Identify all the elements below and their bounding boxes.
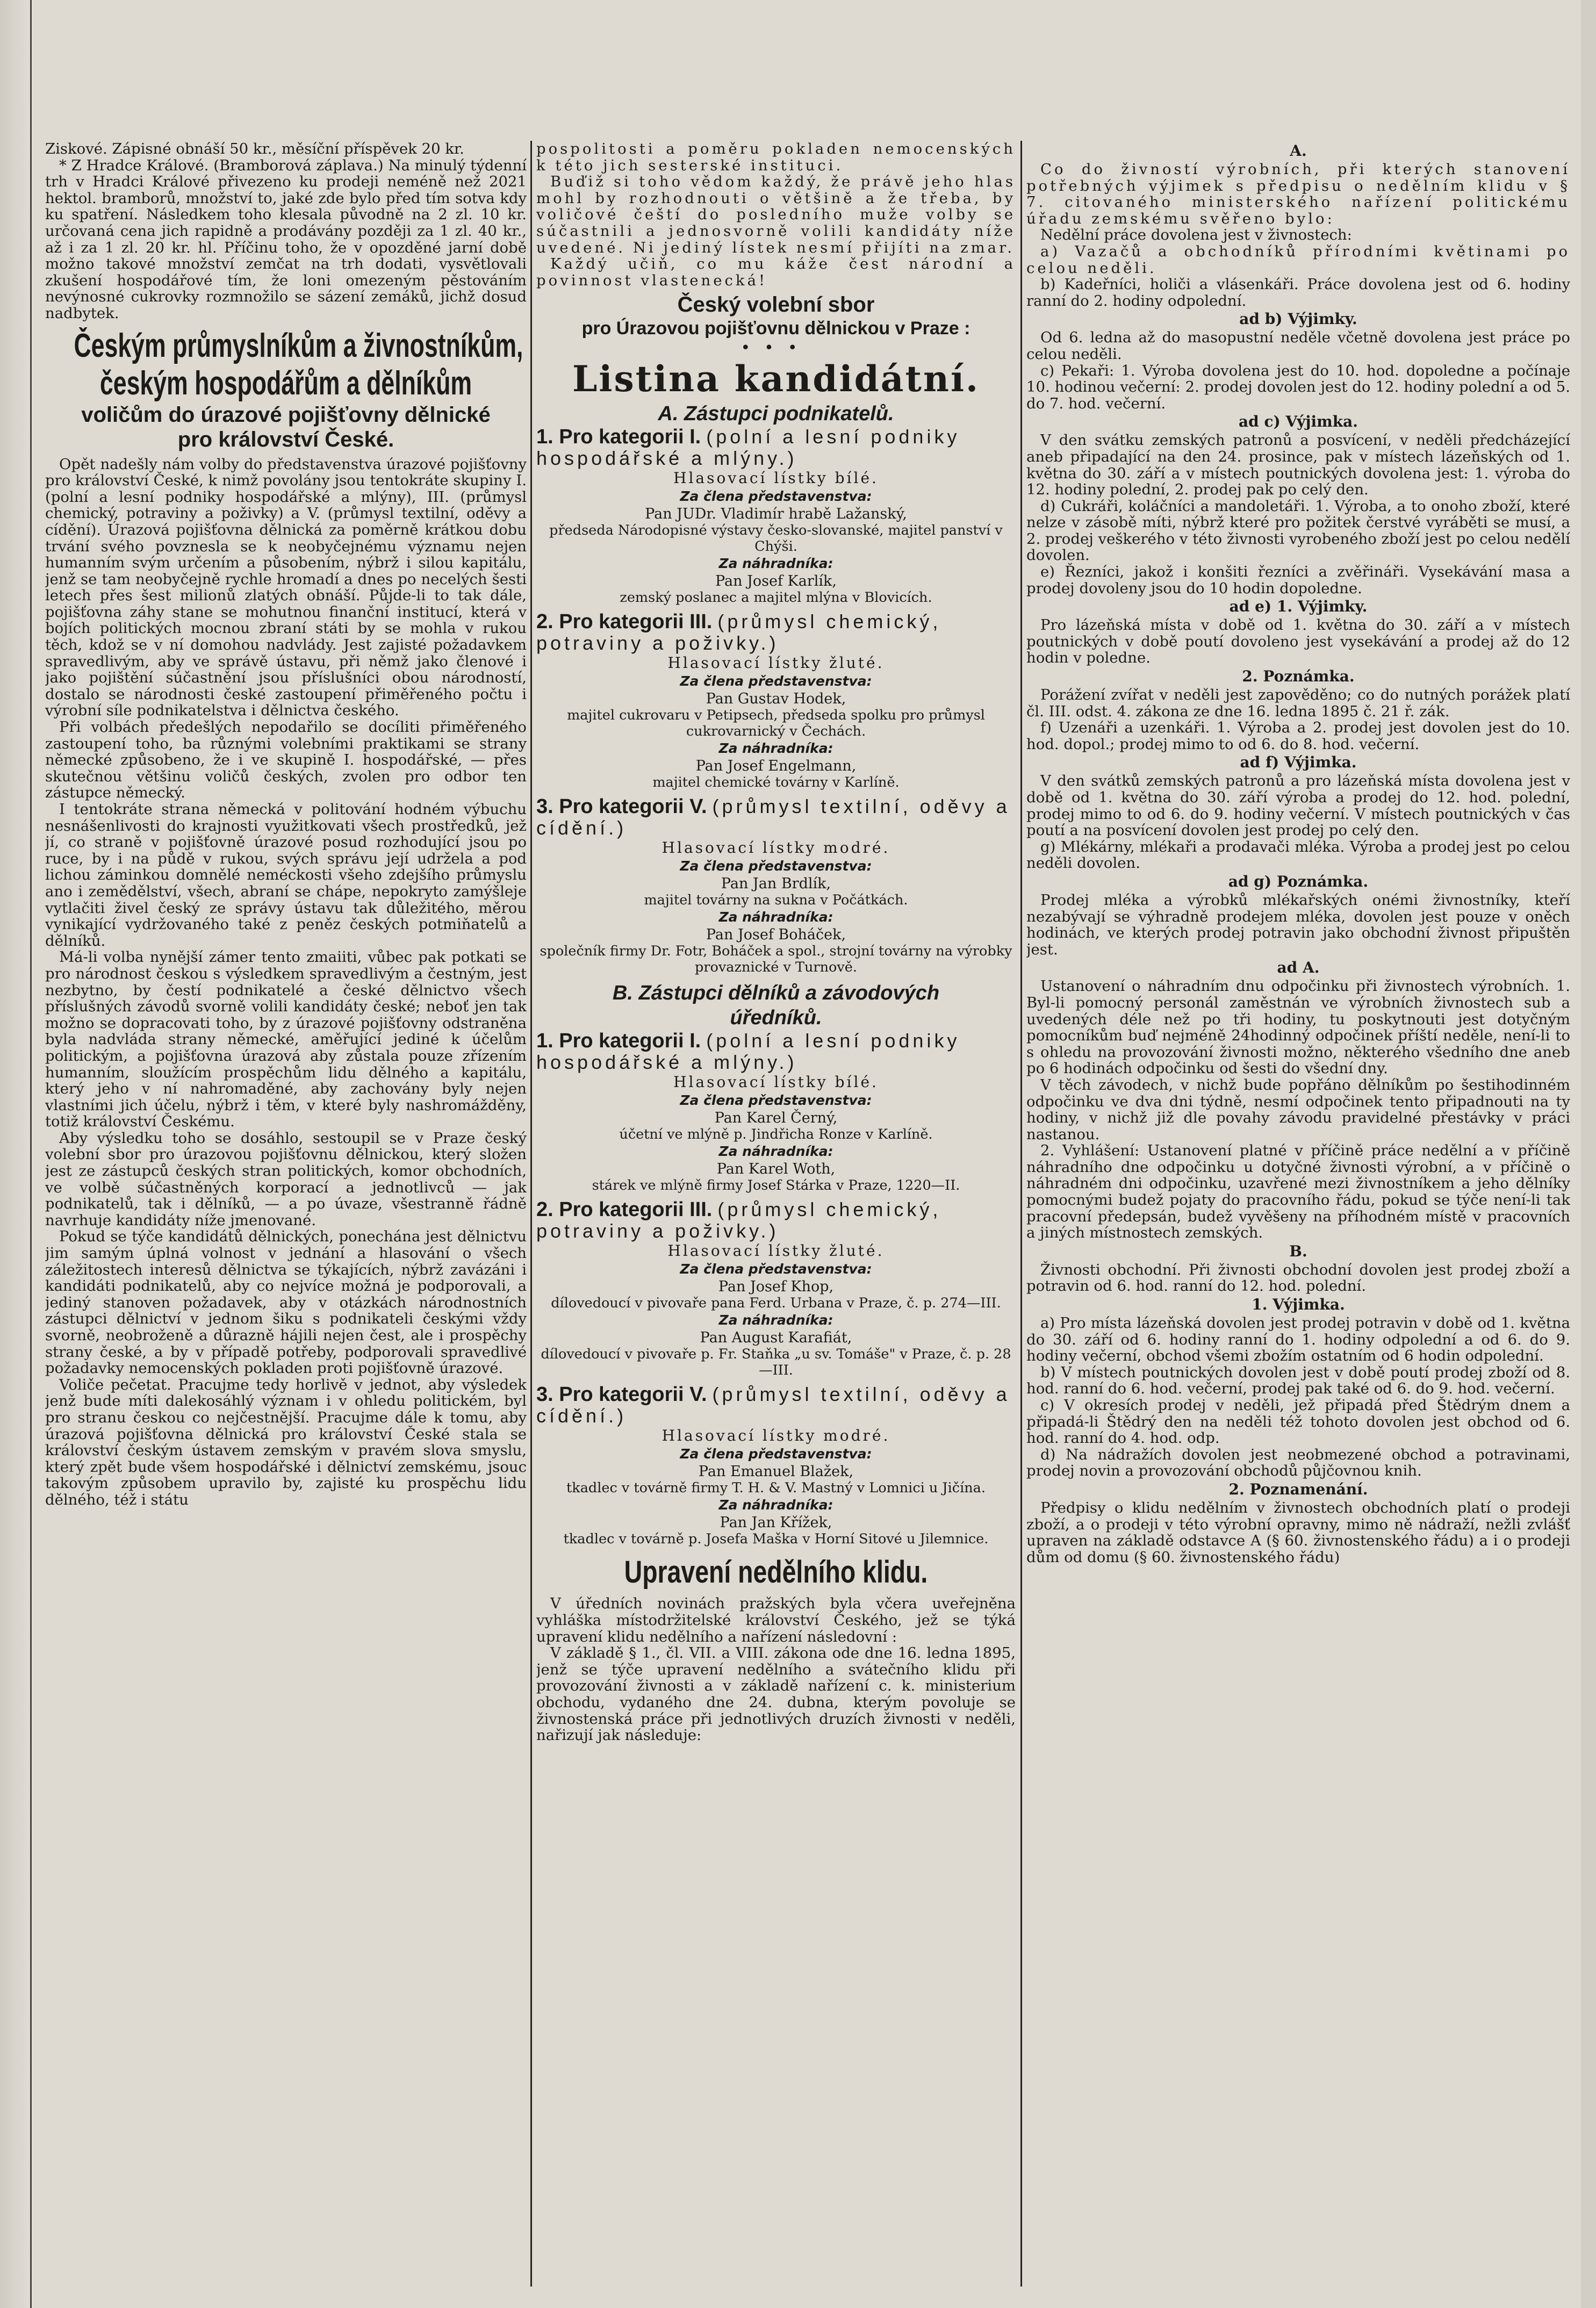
article-text: * Z Hradce Králové. (Bramborová záplava.) Na minulý týdenní trh v Hradci Králové přivezeno ku prodeji neméně než 2021 hektol. bramborů, množství to, jaké zde bylo před tím sotva kdy ku spatření. Následkem toho klesala původně na 2 zl. 10 kr. určovaná cena jich rapidně a prodávány později za 1 zl. 40 kr., až i za 1 zl. 20 kr. hl. Příčinu toho, že v opozděné jarní době možno takové množství zemčat na trh dodati, vysvětlovali zkušení hospodářové tím, že loni omezeným pěstováním nevýnosné cukrovky rozmnožilo se sázení zemáků, jichž dosud nadbytek. bbox=[45, 156, 527, 322]
ballot-color: Hlasovací lístky žluté. bbox=[667, 1242, 885, 1260]
article-text: Při volbách předešlých nepodařilo se docíliti přiměřeného zastoupení toho, ba různými volebními praktikami se strany německé způsobeno, že i ve skupině I. hospodářské, — přes skutečnou většinu voličů českých, zvolen pro odbor ten zástupce německý. bbox=[45, 718, 527, 802]
category-label: 2. Pro kategorii III. bbox=[536, 610, 713, 634]
article-text: Od 6. ledna až do masopustní neděle včetně dovolena jest práce po celou neděli. bbox=[1026, 329, 1570, 363]
candidate-desc: dílovedoucí v pivovaře p. Fr. Staňka „u sv. Tomáše" v Praze, č. p. 28—III. bbox=[541, 1346, 1011, 1379]
subsection-heading: ad e) 1. Výjimky. bbox=[1229, 598, 1368, 616]
category-desc: (polní a lesní podniky hospodářské a mlýny.) bbox=[536, 1030, 960, 1074]
role-member: Za člena představenstva: bbox=[680, 1092, 872, 1109]
candidate-name: Pan Karel Woth, bbox=[716, 1161, 836, 1178]
section-workers-2: úředníků. bbox=[730, 1006, 822, 1030]
candidate-name: Pan Josef Engelmann, bbox=[695, 758, 857, 775]
category-heading bbox=[536, 1030, 1016, 1073]
role-member: Za člena představenstva: bbox=[680, 1446, 872, 1462]
article-text: Opět nadešly nám volby do představenstva úrazové pojišťovny pro království České, k nimž povolány jsou tentokráte skupiny I. (polní a lesní podniky hospodářské a mlýny), III. (průmysl chemický, potraviny a poživky) a V. (průmysl textilní, oděvy a cídění). Úrazová pojišťovna dělnická za poměrně krátkou dobu trvání svého povznesla se k neobyčejnému významu nejen humanním svým určením a působením, nýbrž i silou kapitálu, jenž se tam neobyčejně rychle hromadí a dnes po necelých šesti letech přes šest milionů zlatých obnáší. Půjde-li to tak dále, pojišťovna záhy stane se mohutnou finanční institucí, která v bojích politických mocnou zbraní státi by se mohla v rukou těch, kdož se v ní domohou nadvlády. Jest zajisté požadavkem spravedlivým, aby ve správě ústavu, při němž jako členové i jako pojištění súčastnění jsou příslušníci obou národností, dostalo se národnosti české zastoupení přiměřeného počtu i výrobní síle podnikatelstva i dělnictva českého. bbox=[45, 455, 527, 720]
article-text: I tentokráte strana německá v politování hodném výbuchu nesnášenlivosti do krajnosti využitkovati všech prostředků, jež jí, co straně v pojišťovně úrazové posud rozhodující jsou po ruce, by i na půdě v rukou, svých správu její udržela a pod lichou záminkou domnělé neméckosti všeho zdejšího průmyslu ano i zemědělství, všech, abraní se chápe, nepokryto zamýšleje vytlačiti živel český ze správy ústavu tak důležitého, měrou vynikající vydržovaného také z peněz českých potmiňatelů a dělníků. bbox=[45, 801, 527, 950]
section-heading: B. bbox=[1289, 1242, 1307, 1260]
candidate-name: Pan Jan Křížek, bbox=[720, 1514, 832, 1532]
article-text: f) Uzenáři a uzenkáři. 1. Výroba a 2. prodej jest dovolen jest do 10. hod. dopol.; prodej mimo to od 6. do 8. hod. večerní. bbox=[1026, 719, 1570, 753]
article-text: d) Cukráři, koláčníci a mandoletáři. 1. Výroba, a to onoho zboží, které nelze v zásobě míti, nýbrž které pro požitek čerstvé vyráběti se musí, a 2. prodej veškerého v této živnosti vyrobeného zboží jest po celou nedělí dovolen. bbox=[1026, 497, 1570, 564]
article-text: c) V okresích prodej v neděli, jež připadá před Štědrým dnem a připadá-li Štědrý den na neděli též tohoto dovolen jest obchod od 6. hod. ranní do 4. hod. odp. bbox=[1026, 1397, 1570, 1447]
page-right-margin bbox=[1581, 0, 1596, 2308]
committee-subheading: pro Úrazovou pojišťovnu dělnickou v Praze : bbox=[581, 318, 970, 339]
role-substitute: Za náhradníka: bbox=[718, 909, 833, 925]
role-member: Za člena představenstva: bbox=[680, 858, 872, 874]
article-text: Nedělní práce dovolena jest v živnostech: bbox=[1040, 226, 1352, 244]
ballot-color: Hlasovací lístky bílé. bbox=[673, 469, 879, 487]
candidate-name: Pan Emanuel Blažek, bbox=[698, 1463, 854, 1480]
candidate-desc: majitel cukrovaru v Petipsech, předseda spolku pro průmysl cukrovarnický v Čechách. bbox=[567, 707, 985, 740]
article-text: 2. Vyhlášení: Ustanovení platné v příčině práce nedělní a v příčině náhradního dne odpočinku u dotyčné živnosti výrobní, a v příčině o náhradném dni odpočinku, uzavřené mezi živnostníkem a jeho dělníky pomocnými budež pojaty do pracovního řádu, pokud se týče není-li tak pracovní předepsán, budež vyvěšeny na příhodném místě v pracovních a jiných místnostech zemských. bbox=[1026, 1142, 1570, 1242]
article-text: V základě § 1., čl. VII. a VIII. zákona ode dne 16. ledna 1895, jenž se týče upravení nedělního a svátečního klidu při provozování živnosti a v základě nařízení c. k. ministerium obchodu, vydaného dne 24. dubna, kterým povoluje se živnostenská práce při jednotlivých druzích živnosti v neděli, nařizují jak následuje: bbox=[536, 1644, 1016, 1744]
section-employers: A. Zástupci podnikatelů. bbox=[658, 402, 894, 426]
committee-heading: Český volební sbor bbox=[677, 293, 875, 317]
category-desc: (průmysl chemický, potraviny a poživky.) bbox=[536, 1198, 941, 1242]
appeal-headline-1: Českým průmyslníkům a živnostníkům, bbox=[74, 327, 523, 364]
candidate-desc: tkadlec v továrně p. Josefa Maška v Horní Sitové u Jilemnice. bbox=[563, 1531, 989, 1548]
ballot-color: Hlasovací lístky žluté. bbox=[667, 654, 885, 672]
category-label: 3. Pro kategorii V. bbox=[536, 795, 707, 818]
candidate-name: Pan Gustav Hodek, bbox=[706, 691, 846, 708]
column-3 bbox=[1026, 141, 1570, 2287]
category-label: 1. Pro kategorii I. bbox=[536, 1030, 701, 1053]
article-text: pospolitosti a poměru pokladen nemocenských k této jich sesterské instituci. bbox=[536, 141, 1016, 174]
category-label: 3. Pro kategorii V. bbox=[536, 1383, 707, 1406]
category-heading bbox=[536, 796, 1016, 839]
category-desc: (průmysl textilní, oděvy a cídění.) bbox=[536, 795, 1010, 839]
page-fold-shadow bbox=[0, 0, 33, 2308]
ballot-color: Hlasovací lístky modré. bbox=[662, 1427, 890, 1445]
column-2 bbox=[536, 141, 1016, 2287]
article-text: Každý učiň, co mu káže čest národní a povinnost vlastenecká! bbox=[536, 255, 1016, 289]
article-text: d) Na nádražích dovolen jest neobmezené obchod a potravinami, prodej novin a provozování obchodů půjčovnou knih. bbox=[1026, 1446, 1570, 1480]
role-substitute: Za náhradníka: bbox=[718, 1144, 833, 1160]
appeal-subheadline-2: pro království České. bbox=[177, 427, 394, 451]
article-text: Buďiž si toho vědom každý, že právě jeho hlas mohl by rozhodnouti o většině a že třeba, by voličové čeští do posledního muže volby se súčastnili a jednosvorně volili kandidáty níže uvedené. Ni jediný lístek nesmí přijíti na zmar. bbox=[536, 173, 1016, 256]
article-text: Aby výsledku toho se dosáhlo, sestoupil se v Praze český volební sbor pro úrazovou pojišťovnu dělnickou, který složen jest ze zástupců českých stran politických, komor obchodních, ve volbě súčastněných korporací a jednotlivců — jak podnikatelů, tak i dělníků, — a po úvaze, všestranně řádně navrhuje kandidáty níže jmenované. bbox=[45, 1129, 527, 1229]
section-heading: A. bbox=[1290, 142, 1307, 160]
role-substitute: Za náhradníka: bbox=[718, 740, 833, 757]
candidate-name: Pan Karel Černý, bbox=[714, 1110, 838, 1127]
role-substitute: Za náhradníka: bbox=[718, 1497, 833, 1513]
article-text: Voliče pečetat. Pracujme tedy horlivě v jednot, aby výsledek jenž bude míti dalekosáhlý význam i v ohledu politickém, byl pro stranu českou co nejčestnější. Pracujme dále k tomu, aby úrazová pojišťovna dělnická pro království České stala se království českým ústavem zemským v pravém slova smyslu, který zpět bude všem hospodářské i dělnictví zemskému, jsouc takovým způsobem upravilo by, zajisté ku prospěchu lidu dělného, též i státu bbox=[45, 1376, 527, 1508]
candidate-name: Pan Jan Brdlík, bbox=[721, 875, 831, 893]
candidate-name: Pan JUDr. Vladimír hrabě Lažanský, bbox=[645, 506, 907, 523]
ornament: ••• bbox=[741, 339, 811, 358]
candidate-list-title: Listina kandidátní. bbox=[572, 358, 980, 400]
appeal-headline-2: českým hospodářům a dělníkům bbox=[99, 364, 472, 402]
article-text: V těch závodech, v nichž bude popřáno dělníkům po šestihodinném odpočinku ve dva dni týdně, nesmí odpočinek tento připadnouti na ty hodiny, v nichž již dle povahy závodu pravidelné přestávky v práci nastanou. bbox=[1026, 1076, 1570, 1143]
candidate-name: Pan Josef Karlík, bbox=[715, 573, 837, 590]
category-label: 1. Pro kategorii I. bbox=[536, 426, 701, 449]
article-text: Předpisy o klidu nedělním v živnostech obchodních platí o prodeji zboží, a o prodeji v této výrobní opravny, mimo ně nádraží, nežli zvlášť upraven na základě odstavce A (§ 60. živnostenského řádu) a i o prodeji dům od domu (§ 60. živnostenského řádu) bbox=[1026, 1499, 1570, 1566]
category-heading bbox=[536, 426, 1016, 469]
article-text: Živnosti obchodní. Při živnosti obchodní dovolen jest prodej zboží a potravin od 6. hod. ranní do 12. hod. polední. bbox=[1026, 1261, 1570, 1295]
article-text: b) Kadeřníci, holiči a vlásenkáři. Práce dovolena jest od 6. hodiny ranní do 2. hodiny odpolední. bbox=[1026, 276, 1570, 310]
article-text: Porážení zvířat v neděli jest zapověděno; co do nutných porážek platí čl. III. odst. 4. zákona ze dne 16. ledna 1895 č. 21 ř. zák. bbox=[1026, 686, 1570, 720]
column-rule-2 bbox=[1020, 141, 1022, 2287]
article-text: Pokud se týče kandidátů dělnických, ponechána jest dělnictvu jim samým úplná volnost v jednání a hlasování o všech záležitostech interesů dělnictva se týkajících, nýbrž zavázáni i kandidáti podnikatelů, aby co nejvíce možná je podporovali, a jediný stanoven požadavek, aby v otázkách národnostních zástupci dělnictví v jednom šiku s podnikateli českými vždy svorně, neobroženě a důrazně hájili nejen čest, ale i prospěchy strany české, a by v případě potřeby, podporovali spravedlivé požadavky nemocenských pokladen proti pojišťovně úrazové. bbox=[45, 1228, 527, 1377]
subsection-heading: ad b) Výjimky. bbox=[1239, 310, 1357, 328]
candidate-desc: majitel chemické továrny v Karlíně. bbox=[652, 774, 900, 791]
category-desc: (průmysl textilní, oděvy a cídění.) bbox=[536, 1383, 1010, 1427]
article-text: a) Pro místa lázeňská dovolen jest prodej potravin v době od 1. května do 30. září od 6. hodiny ranní do 1. hodiny odpolední a od 6. do 9. hodiny večerní, obchod všemi zbožím ostatním od 6 hodin odpolední. bbox=[1026, 1314, 1570, 1365]
article-text: Ustanovení o náhradním dnu odpočinku při živnostech výrobních. 1. Byl-li pomocný personál zaměstnán ve výrobních živnostech sub a uvedených déle než po tři hodiny, tu poskytnouti jest dotyčným pomocníkům buď nejméně 24hodinný odpočinek příští neděle, není-li to s ohledu na provozování živnosti možno, některého všedního dne aneb po 6 hodinách odpočinku od šesti do všední dny. bbox=[1026, 977, 1570, 1077]
subsection-heading: ad g) Poznámka. bbox=[1228, 872, 1369, 890]
role-member: Za člena představenstva: bbox=[680, 1261, 872, 1277]
subsection-heading: ad c) Výjimka. bbox=[1238, 413, 1358, 431]
ballot-color: Hlasovací lístky bílé. bbox=[673, 1073, 879, 1091]
article-text: Co do živností výrobních, při kterých stanovení potřebných výjimek s předpisu o nedělním klidu v § 7. citovaného ministerského nařízení politickému úřadu zemskému svěřeno bylo: bbox=[1026, 161, 1570, 227]
ballot-color: Hlasovací lístky modré. bbox=[662, 839, 890, 857]
section-workers: B. Zástupci dělníků a závodových bbox=[612, 982, 940, 1005]
article-text: b) V místech poutnických dovolen jest v době poutí prodej zboží od 8. hod. ranní do 6. hod. večerní, prodej pak také od 6. do 9. hod. večerní. bbox=[1026, 1363, 1570, 1398]
candidate-desc: dílovedoucí v pivovaře pana Ferd. Urbana v Praze, č. p. 274—III. bbox=[551, 1295, 1001, 1312]
page-gutter-line bbox=[30, 0, 32, 2308]
subsection-heading: ad f) Výjimka. bbox=[1240, 753, 1357, 772]
category-heading bbox=[536, 611, 1016, 654]
category-label: 2. Pro kategorii III. bbox=[536, 1198, 713, 1221]
appeal-subheadline-1: voličům do úrazové pojišťovny dělnické bbox=[81, 402, 491, 427]
candidate-desc: společník firmy Dr. Fotr, Boháček a spol., strojní továrny na výrobky provaznické v Turnově. bbox=[540, 943, 1012, 976]
article-text: e) Řezníci, jakož i konšiti řezníci a zvěřináři. Vysekávání masa a prodej dovoleny jsou do 10 hodin dopoledne. bbox=[1026, 563, 1570, 597]
column-1 bbox=[45, 141, 527, 2287]
candidate-desc: účetní ve mlýně p. Jindřicha Ronze v Karlíně. bbox=[619, 1126, 933, 1143]
category-desc: (polní a lesní podniky hospodářské a mlýny.) bbox=[536, 426, 960, 470]
sunday-rest-headline: Upravení nedělního klidu. bbox=[624, 1555, 928, 1590]
column-rule-1 bbox=[530, 141, 532, 2287]
article-text: Pro lázeňská místa v době od 1. května do 30. září a v místech poutnických v době poutí dovoleno jest vysekávání a prodej až do 12 hodin v poledne. bbox=[1026, 616, 1570, 667]
subsection-heading: 2. Poznámka. bbox=[1242, 667, 1355, 686]
candidate-name: Pan Josef Boháček, bbox=[706, 926, 846, 944]
article-text: c) Pekaři: 1. Výroba dovolena jest do 10. hod. dopoledne a počínaje 10. hodinou večerní: 2. prodej dovolen jest do 12. hodiny polední a od 5. do 7. hod. večerní. bbox=[1026, 362, 1570, 412]
category-desc: (průmysl chemický, potraviny a poživky.) bbox=[536, 610, 941, 655]
article-text: Ziskové. Zápisné obnáší 50 kr., měsíční příspěvek 20 kr. bbox=[45, 141, 464, 157]
candidate-name: Pan August Karafiát, bbox=[700, 1329, 852, 1347]
article-text: Prodej mléka a výrobků mlékařských onémi živnostníky, kteří nezabývají se výhradně prodejem mléka, dovolen jest pouze v oněch hodinách, ve kterých prodej potravin jako obchodní živnost připuštěn jest. bbox=[1026, 891, 1570, 958]
article-text: Má-li volba nynější zámer tento zmaiiti, vůbec pak potkati se pro národnost českou s výsledkem spravedlivým a čestným, jest nezbytno, by čestí podnikatelé a české dělnictvo všech příslušných závodů svorně volili kandidáty české; neboť jen tak možno se dopracovati toho, by z úrazové pojišťovny odstraněna byla nadvláda strany německé, aměřující jediné k účelům politickým, a pojišťovna úrazová aby zůstala pouze zřízením humanním, sloužícím prospěchům lidu dělného a kapitálu, který jeho v ní nahromaděné, aby zachovány byly nejen vlastními jich účelu, nýbrž i těm, v které byly nashromážděny, totiž království Českému. bbox=[45, 948, 527, 1131]
candidate-desc: majitel továrny na sukna v Počátkách. bbox=[644, 892, 908, 909]
role-member: Za člena představenstva: bbox=[680, 488, 872, 505]
article-text: V den svátku zemských patronů a posvícení, v neděli předcházející aneb připadající na den 24. prosince, pak v místech lázeňských od 1. května do 30. září a v místech poutnických dovolena jest: 1. výroba do 12. hodiny polední, 2. prodej pak po celý den. bbox=[1026, 432, 1570, 499]
article-text: V úředních novinách pražských byla včera uveřejněna vyhláška místodržitelské království Českého, jež se týká upravení klidu nedělního a nařízení následovní : bbox=[536, 1595, 1016, 1645]
candidate-desc: tkadlec v továrně firmy T. H. & V. Mastný v Lomnici u Jičína. bbox=[566, 1480, 986, 1497]
article-text: V den svátků zemských patronů a pro lázeňská místa dovolena jest v době od 1. května do 30. září výroba a prodej do 12. hod. polední, prodej mimo to od 6. do 9. hodiny večerní. V místech poutnických v čas poutí a na posvícení dovolen jest prodej po celý den. bbox=[1026, 772, 1570, 839]
role-substitute: Za náhradníka: bbox=[718, 1312, 833, 1328]
category-heading bbox=[536, 1384, 1016, 1427]
article-text: a) Vazačů a obchodníků přírodními květinami po celou neděli. bbox=[1026, 242, 1570, 277]
candidate-desc: předseda Národopisné výstavy česko-slovanské, majitel panství v Chýši. bbox=[549, 522, 1003, 555]
article-text: g) Mlékárny, mlékaři a prodavači mléka. Výroba a prodej jest po celou neděli dovolen. bbox=[1026, 838, 1570, 872]
candidate-name: Pan Josef Khop, bbox=[718, 1278, 834, 1296]
role-substitute: Za náhradníka: bbox=[718, 556, 833, 572]
category-heading bbox=[536, 1199, 1016, 1242]
subsection-heading: ad A. bbox=[1277, 959, 1320, 977]
role-member: Za člena představenstva: bbox=[680, 673, 872, 689]
candidate-desc: stárek ve mlýně firmy Josef Stárka v Praze, 1220—II. bbox=[592, 1177, 960, 1194]
subsection-heading: 2. Poznamenání. bbox=[1228, 1480, 1368, 1498]
candidate-desc: zemský poslanec a majitel mlýna v Blovicích. bbox=[620, 589, 932, 606]
subsection-heading: 1. Výjimka. bbox=[1252, 1296, 1345, 1314]
